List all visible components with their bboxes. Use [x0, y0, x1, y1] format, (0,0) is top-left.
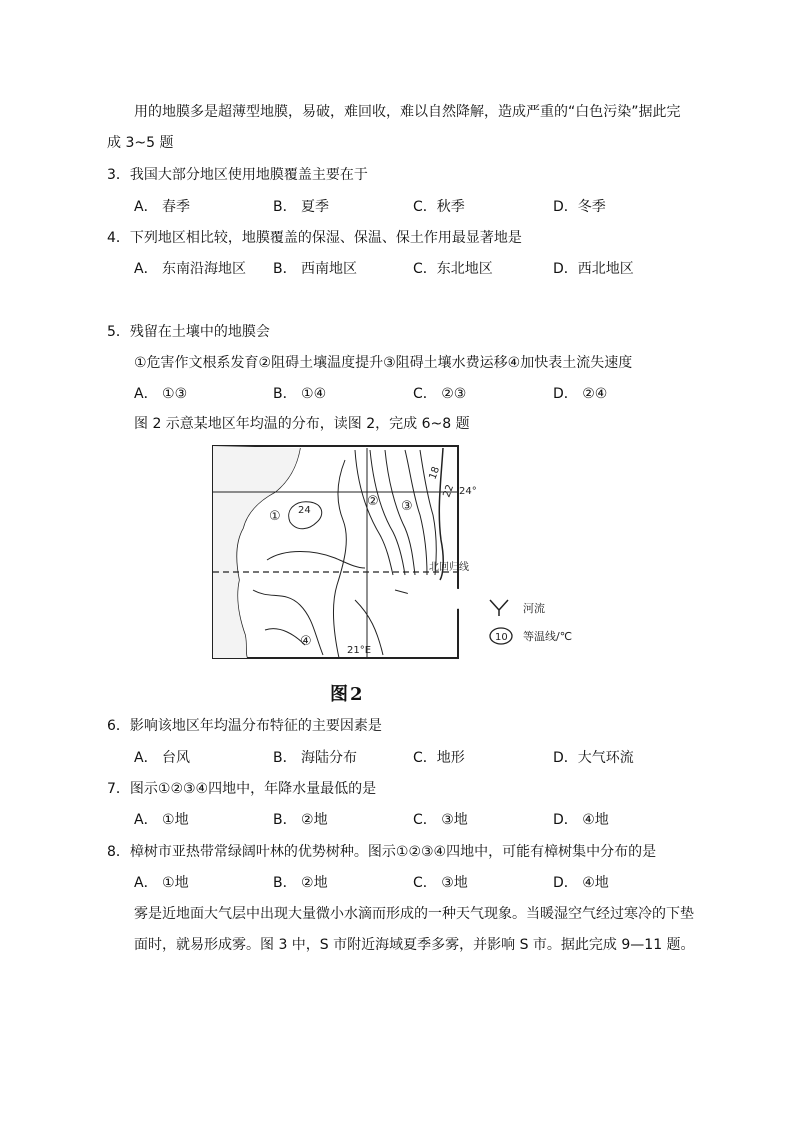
q7-option-b: B． ②地: [273, 812, 328, 828]
site-3: ③: [401, 499, 413, 514]
question-5-stem: 5．残留在土壤中的地膜会: [107, 324, 270, 340]
q4-option-a: A． 东南沿海地区: [134, 261, 247, 277]
label-24deg: 24°: [459, 486, 477, 497]
q8-option-a: A． ①地: [134, 875, 189, 891]
legend-river-icon: [490, 600, 508, 616]
q6-option-b: B． 海陆分布: [273, 750, 358, 766]
site-1: ①: [269, 509, 281, 524]
q7-option-a: A． ①地: [134, 812, 189, 828]
q3-option-a: A． 春季: [134, 199, 191, 215]
fog-paragraph-line-2: 面时，就易形成雾。图 3 中，S 市附近海域夏季多雾，并影响 S 市。据此完成 9—11 题。: [134, 937, 695, 953]
question-4-stem: 4．下列地区相比较，地膜覆盖的保湿、保温、保土作用最显著地是: [107, 230, 522, 246]
site-2: ②: [367, 494, 379, 509]
question-5-statements: ①危害作文根系发育②阻碍土壤温度提升③阻碍土壤水费运移④加快表土流失速度: [134, 355, 633, 371]
q7-option-c: C． ③地: [413, 812, 468, 828]
question-7-stem: 7．图示①②③④四地中，年降水量最低的是: [107, 781, 377, 797]
q3-option-d: D．冬季: [553, 199, 606, 215]
label-tropic: 北回归线: [429, 562, 469, 573]
label-21e: 21°E: [347, 645, 372, 656]
q8-option-b: B． ②地: [273, 875, 328, 891]
question-6-stem: 6．影响该地区年均温分布特征的主要因素是: [107, 718, 382, 734]
figure-intro: 图 2 示意某地区年均温的分布，读图 2，完成 6~8 题: [134, 416, 470, 432]
q5-option-b: B． ①④: [273, 386, 327, 402]
map-svg: [205, 440, 590, 702]
q8-option-d: D． ④地: [553, 875, 609, 891]
q4-option-b: B． 西南地区: [273, 261, 358, 277]
q7-option-d: D． ④地: [553, 812, 609, 828]
question-3-stem: 3．我国大部分地区使用地膜覆盖主要在于: [107, 167, 368, 183]
q5-option-c: C． ②③: [413, 386, 467, 402]
intro-line-1: 用的地膜多是超薄型地膜，易破，难回收，难以自然降解，造成严重的“白色污染”据此完: [134, 104, 681, 120]
q4-option-c: C．东北地区: [413, 261, 493, 277]
question-8-stem: 8．樟树市亚热带常绿阔叶林的优势树种。图示①②③④四地中，可能有樟树集中分布的是: [107, 844, 657, 860]
q3-option-c: C．秋季: [413, 199, 465, 215]
q4-option-d: D．西北地区: [553, 261, 634, 277]
legend-isotherm-value: 10: [495, 632, 508, 643]
label-18: 18: [427, 465, 443, 482]
q6-option-d: D．大气环流: [553, 750, 634, 766]
q6-option-c: C．地形: [413, 750, 465, 766]
intro-line-2: 成 3~5 题: [107, 135, 174, 151]
q5-option-d: D． ②④: [553, 386, 608, 402]
q6-option-a: A． 台风: [134, 750, 191, 766]
fog-paragraph-line-1: 雾是近地面大气层中出现大量微小水滴而形成的一种天气现象。当暖湿空气经过寒冷的下垫: [134, 906, 694, 922]
q5-option-a: A． ①③: [134, 386, 188, 402]
label-24: 24: [298, 505, 311, 516]
figure-2-map: [205, 440, 590, 702]
q8-option-c: C． ③地: [413, 875, 468, 891]
label-22: 22: [441, 483, 457, 500]
site-4: ④: [300, 634, 312, 649]
legend-isotherm-label: 等温线/℃: [523, 630, 573, 643]
q3-option-b: B． 夏季: [273, 199, 330, 215]
legend-river-label: 河流: [523, 602, 545, 615]
figure-caption: 图2: [330, 684, 365, 705]
